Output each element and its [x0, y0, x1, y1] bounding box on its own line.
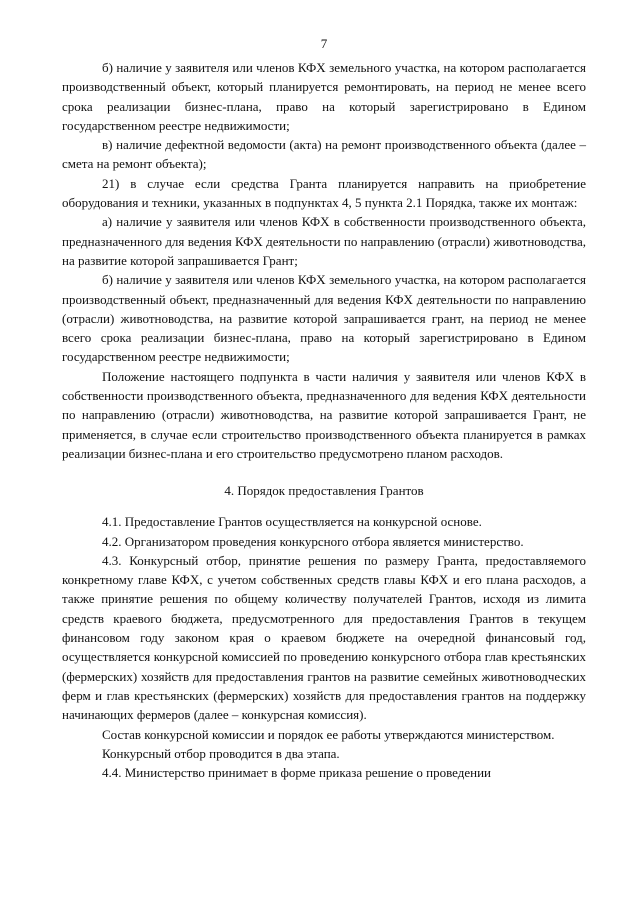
page-number: 7: [320, 36, 328, 51]
paragraph: 4.3. Конкурсный отбор, принятие решения по размеру Гранта, предоставляемого конкретному главе КФХ, с учетом собственных средств главы КФХ и его плана расходов, а также принятие решения по общему количеству получателей Грантов, исходя из лимита средств краевого бюджета, предусмотренного для предоставления Грантов в текущем финансовом году законом края о краевом бюджете на очередной финансовый год, осуществляется конкурсной комиссией по проведению конкурсного отбора глав крестьянских (фермерских) хозяйств для предоставления грантов на развитие семейных животноводческих ферм и глав крестьянских (фермерских) хозяйств для предоставления грантов на поддержку начинающих фермеров (далее – конкурсная комиссия).: [62, 552, 586, 723]
paragraph: 4.4. Министерство принимает в форме приказа решение о проведении: [102, 765, 492, 781]
paragraph: Состав конкурсной комиссии и порядок ее работы утверждаются министерством.: [102, 726, 555, 742]
paragraph: б) наличие у заявителя или членов КФХ земельного участка, на котором располагается производственный объект, который планируется ремонтировать, на период не менее всего срока реализации бизнес-плана, право на который зарегистрировано в Едином государственном реестре недвижимости;: [62, 60, 586, 133]
paragraph: 4.1. Предоставление Грантов осуществляется на конкурсной основе.: [102, 514, 482, 530]
paragraph: Положение настоящего подпункта в части наличия у заявителя или членов КФХ в собственности производственного объекта, предназначенного для ведения КФХ деятельности по направлению (отрасли) животноводства, на развитие которой запрашивается Грант, не применяется, в случае если строительство производственного объекта планируется в рамках реализации бизнес-плана и его строительство предусмотрено планом расходов.: [62, 368, 586, 461]
paragraph: б) наличие у заявителя или членов КФХ земельного участка, на котором располагается производственный объект, предназначенный для ведения КФХ деятельности по направлению (отрасли) животноводства, на развитие которой запрашивается грант, на период не менее всего срока реализации бизнес-плана, право на который зарегистрировано в Едином государственном реестре недвижимости;: [62, 272, 586, 365]
section-heading: 4. Порядок предоставления Грантов: [224, 483, 424, 499]
paragraph: 4.2. Организатором проведения конкурсного отбора является министерство.: [102, 533, 524, 549]
paragraph: в) наличие дефектной ведомости (акта) на ремонт производственного объекта (далее – смета на ремонт объекта);: [62, 137, 586, 172]
paragraph: 21) в случае если средства Гранта планируется направить на приобретение оборудования и техники, указанных в подпунктах 4, 5 пункта 2.1 Порядка, также их монтаж:: [62, 175, 586, 211]
lower-text-block: [62, 512, 586, 782]
paragraph: Конкурсный отбор проводится в два этапа.: [102, 745, 340, 761]
upper-text-block: [62, 58, 586, 463]
paragraph: а) наличие у заявителя или членов КФХ в собственности производственного объекта, предназначенного для ведения КФХ деятельности по направлению (отрасли) животноводства, на развитие которой запрашивается Грант;: [62, 214, 586, 268]
